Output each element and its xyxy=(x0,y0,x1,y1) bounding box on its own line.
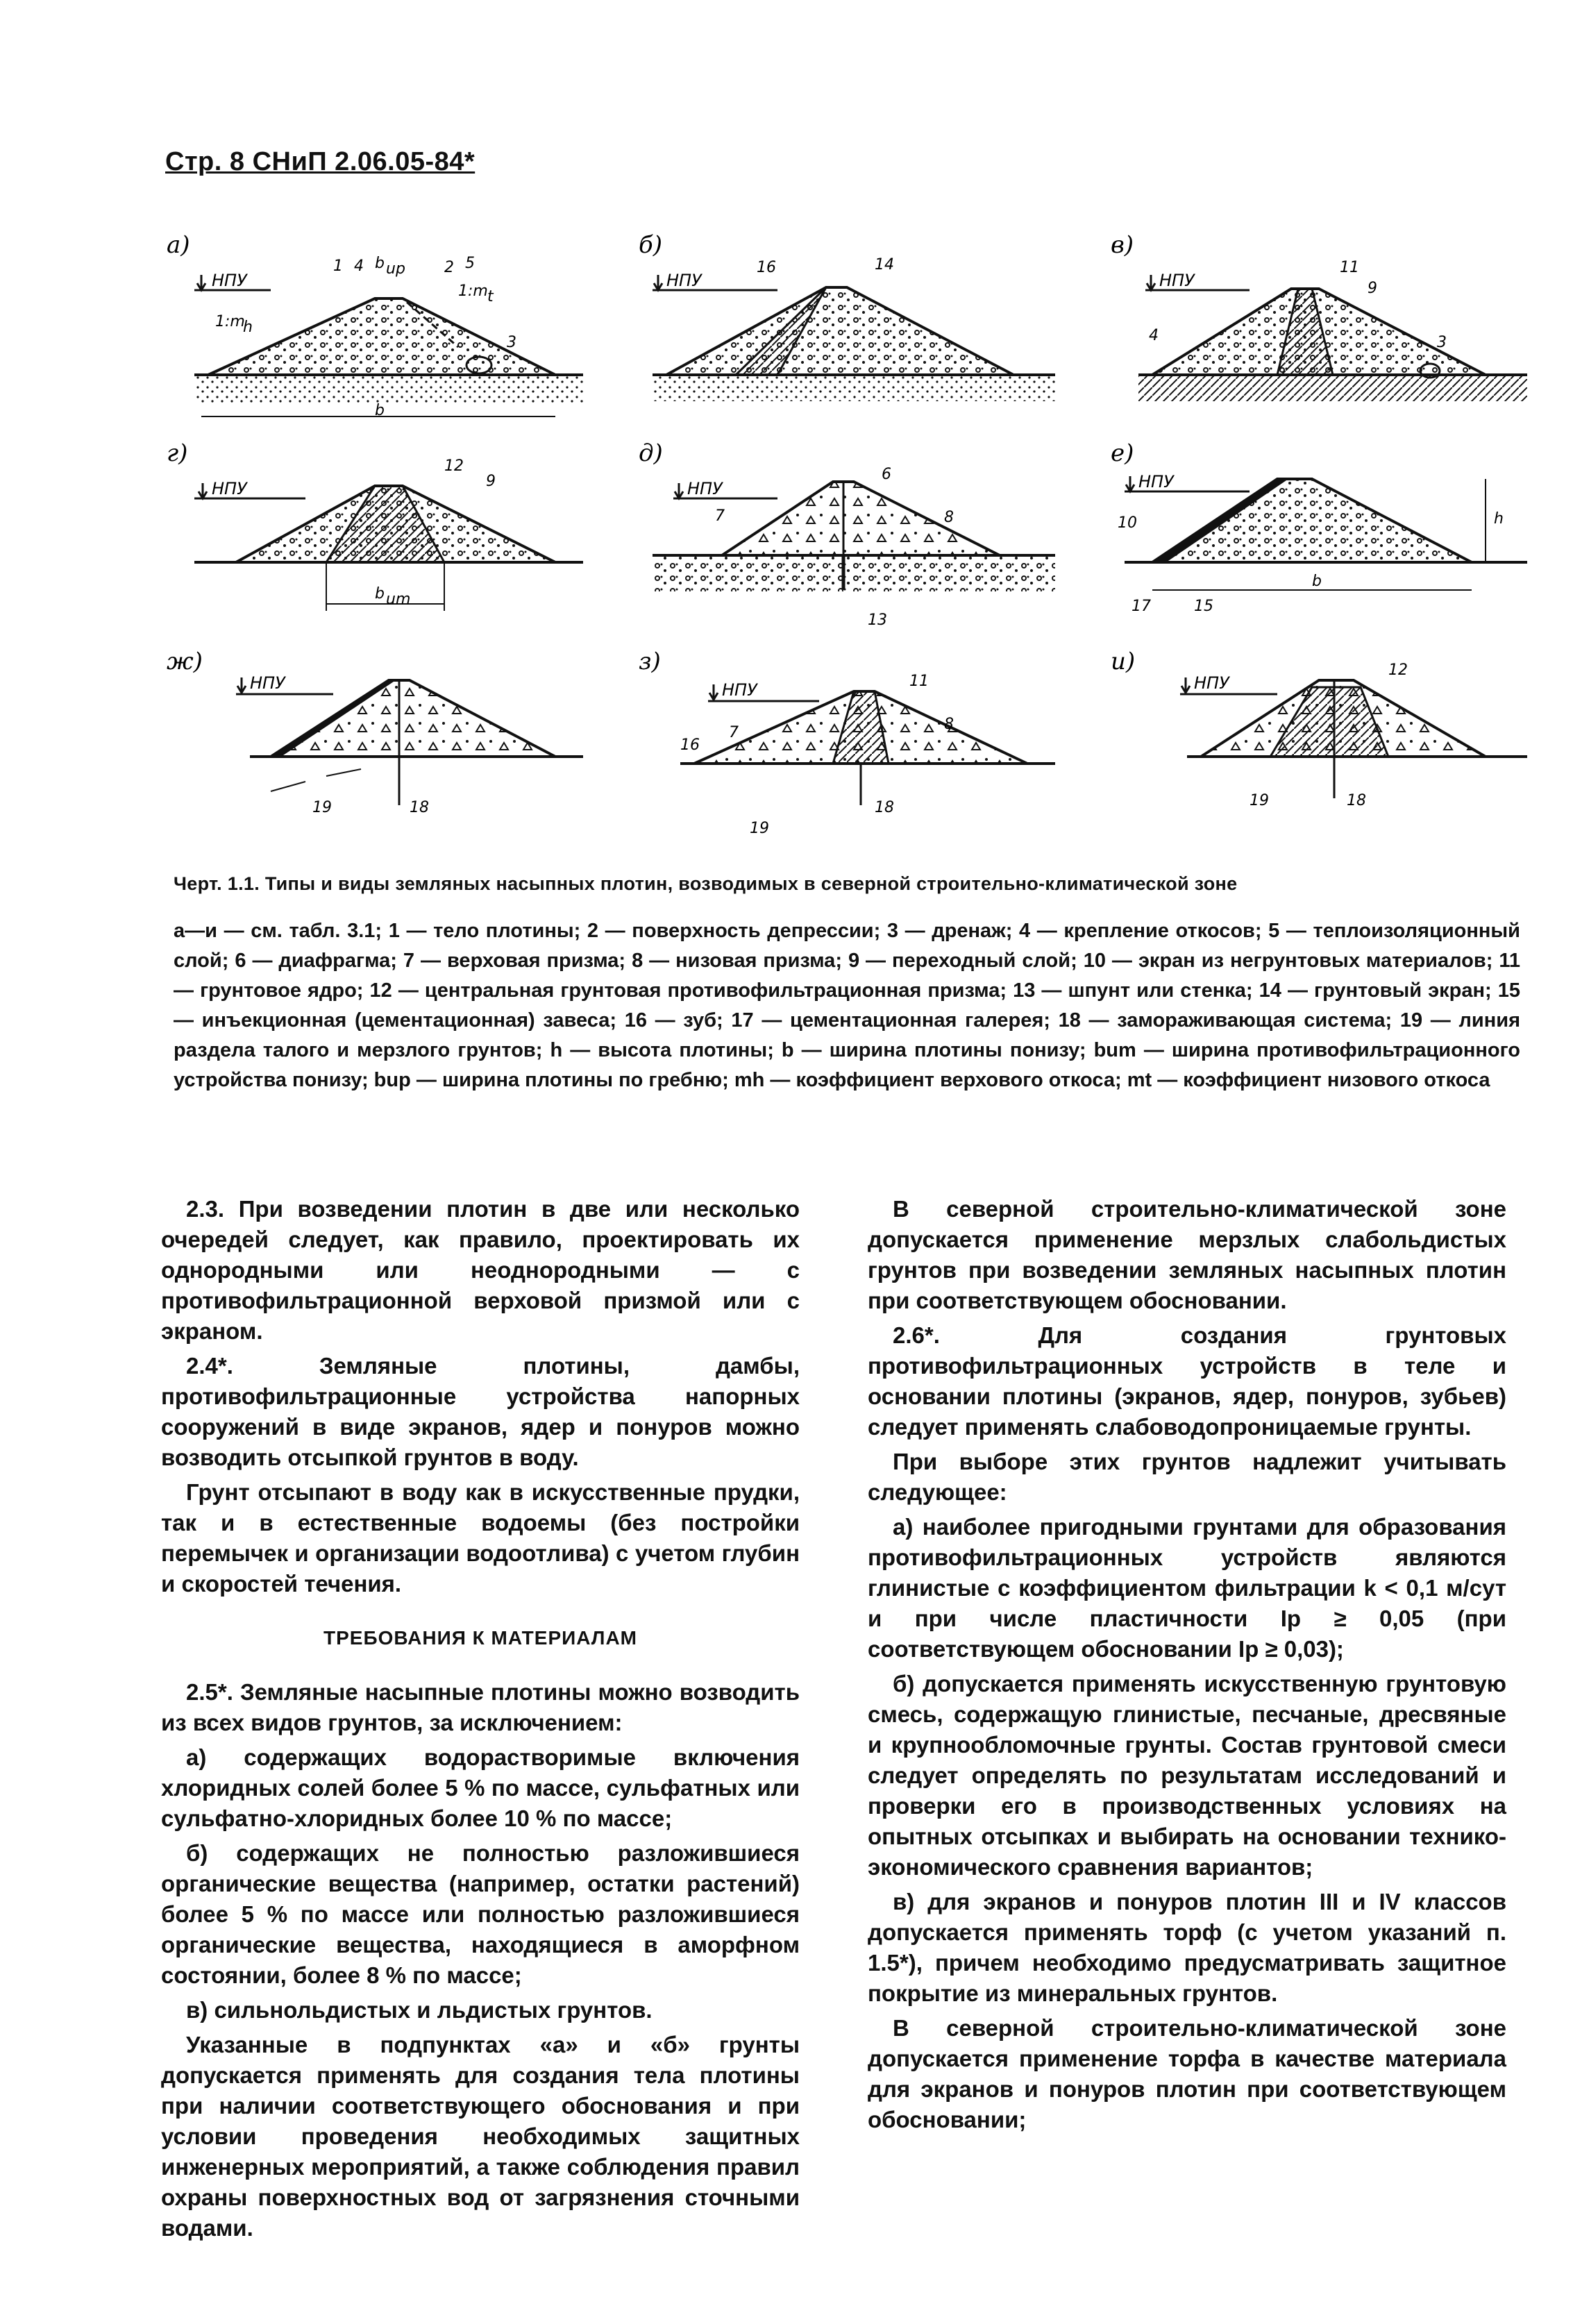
paragraph: В северной строительно-климатической зоне допускается применение мерзлых слабольдистых грунтов при возведении земляных насыпных плотин при соответствующем обосновании. xyxy=(868,1196,1506,1313)
num-14: 14 xyxy=(875,256,894,273)
num-11: 11 xyxy=(909,673,929,690)
num-18: 18 xyxy=(875,799,894,816)
num-2: 2 xyxy=(444,259,454,276)
num-10: 10 xyxy=(1118,514,1137,532)
paragraph: в) для экранов и понуров плотин III и IV классов допускается применять торф (с учетом указаний п. 1.5*), причем необходимо предусматривать защитное покрытие из минеральных грунтов. xyxy=(868,1889,1506,2006)
paragraph: б) содержащих не полностью разложившиеся органические вещества (например, остатки растений) более 5 % по массе или полностью разложившиеся органические вещества, находящиеся в аморфном состоянии, более 8 % по массе; xyxy=(161,1840,800,1988)
panel-g-label: г) xyxy=(167,439,188,467)
npu-label: НПУ xyxy=(722,680,757,700)
num-3: 3 xyxy=(1437,334,1447,351)
num-8: 8 xyxy=(944,509,954,526)
figure-legend xyxy=(174,916,1520,1095)
npu-label: НПУ xyxy=(250,673,285,693)
slope-down-sub: t xyxy=(487,288,494,305)
panel-e-label: е) xyxy=(1111,439,1134,467)
dim-b-up: b xyxy=(375,255,385,272)
paragraph: В северной строительно-климатической зоне допускается применение торфа в качестве материала для экранов и понуров плотин при соответствующем обосновании; xyxy=(868,2015,1506,2132)
num-1: 1 xyxy=(333,258,343,275)
num-6: 6 xyxy=(882,466,891,483)
panel-a xyxy=(167,229,597,423)
num-17: 17 xyxy=(1132,598,1151,615)
dim-b-um: b xyxy=(375,585,385,603)
legend-text: а—и — см. табл. 3.1; 1 — тело плотины; 2 — поверхность депрессии; 3 — дренаж; 4 — крепление откосов; 5 — теплоизоляционный слой; 6 — диафрагма; 7 — верховая призма; 8 — низовая призма; 9 — переходный слой; 10 — экран из негрунтовых материалов; 11 — грунтовое ядро; 12 — центральная грунтовая противофильтрационная призма; 13 — шпунт или стенка; 14 — грунтовый экран; 15 — инъекционная (цементационная) завеса; 16 — зуб; 17 — цементационная галерея; 18 — замораживающая система; 19 — линия раздела талого и мерзлого грунтов; h — высота плотины; b — ширина плотины понизу; bum — ширина противофильтрационного устройства понизу; bup — ширина плотины по гребню; mh — коэффициент верхового откоса; mt — коэффициент низового откоса xyxy=(174,920,1520,1091)
right-column xyxy=(868,1194,1506,2139)
paragraph: 2.4*. Земляные плотины, дамбы, противофильтрационные устройства напорных сооружений в виде экранов, ядер и понуров можно возводить отсыпкой грунтов в воду. xyxy=(161,1353,800,1470)
num-8: 8 xyxy=(944,716,954,733)
npu-label: НПУ xyxy=(212,271,247,290)
paragraph: 2.3. При возведении плотин в две или несколько очередей следует, как правило, проектировать их однородными или неоднородными — с противофильтрационной верховой призмой или с экраном. xyxy=(161,1196,800,1344)
num-4: 4 xyxy=(354,258,364,275)
paragraph: 2.5*. Земляные насыпные плотины можно возводить из всех видов грунтов, за исключением: xyxy=(161,1679,800,1735)
num-12: 12 xyxy=(1388,662,1408,679)
panel-g xyxy=(167,437,597,632)
figure-caption: Черт. 1.1. Типы и виды земляных насыпных плотин, возводимых в северной строительно-климатической зоне xyxy=(174,873,1238,894)
npu-label: НПУ xyxy=(1138,472,1174,491)
num-16: 16 xyxy=(757,259,776,276)
slope-up-sub: h xyxy=(243,319,253,336)
num-9: 9 xyxy=(1368,280,1377,297)
panel-d-label: д) xyxy=(639,439,663,467)
num-7: 7 xyxy=(729,724,739,741)
panel-d xyxy=(639,437,1069,632)
num-16: 16 xyxy=(680,736,700,754)
dim-b-up-sub: up xyxy=(386,260,405,278)
num-7: 7 xyxy=(715,507,725,525)
npu-label: НПУ xyxy=(666,271,702,290)
npu-label: НПУ xyxy=(1159,271,1195,290)
num-3: 3 xyxy=(507,334,516,351)
dim-b: b xyxy=(375,402,385,419)
left-column xyxy=(161,1194,800,2248)
num-12: 12 xyxy=(444,457,464,475)
num-13: 13 xyxy=(868,612,887,629)
panel-v xyxy=(1111,229,1541,423)
num-19: 19 xyxy=(1250,792,1269,809)
npu-label: НПУ xyxy=(687,479,723,498)
num-18: 18 xyxy=(410,799,429,816)
panel-b xyxy=(639,229,1069,423)
section-heading: ТРЕБОВАНИЯ К МАТЕРИАЛАМ xyxy=(323,1627,637,1649)
num-11: 11 xyxy=(1340,259,1359,276)
num-19: 19 xyxy=(750,820,769,837)
panel-z-label: з) xyxy=(639,648,661,675)
panel-i-label: и) xyxy=(1111,648,1136,675)
panel-e xyxy=(1111,437,1541,632)
paragraph: Указанные в подпунктах «а» и «б» грунты допускается применять для создания тела плотины при наличии соответствующего обоснования и при условии проведения необходимых защитных инженерных мероприятий, а также соблюдения правил охраны поверхностных вод от загрязнения сточными водами. xyxy=(161,2032,800,2241)
slope-down: 1:m xyxy=(458,283,488,300)
paragraph: в) сильнольдистых и льдистых грунтов. xyxy=(186,1997,653,2023)
panel-i xyxy=(1111,646,1541,840)
num-5: 5 xyxy=(465,255,475,272)
num-18: 18 xyxy=(1347,792,1366,809)
panel-zh-label: ж) xyxy=(167,648,203,675)
dim-b: b xyxy=(1312,573,1322,590)
paragraph: Грунт отсыпают в воду как в искусственные прудки, так и в естественные водоемы (без постройки перемычек и организации водоотлива) с учетом глубин и скоростей течения. xyxy=(161,1479,800,1597)
panel-a-label: а) xyxy=(167,231,190,259)
num-9: 9 xyxy=(486,473,496,490)
paragraph: б) допускается применять искусственную грунтовую смесь, содержащую глинистые, песчаные, дресвяные и крупнообломочные грунты. Состав грунтовой смеси следует определять по результатам исследований и проверки его в производственных условиях на опытных отсыпках и выбирать на основании технико-экономического сравнения вариантов; xyxy=(868,1671,1506,1880)
panel-zh xyxy=(167,646,597,840)
npu-label: НПУ xyxy=(1194,673,1229,693)
num-4: 4 xyxy=(1149,327,1159,344)
paragraph: При выборе этих грунтов надлежит учитывать следующее: xyxy=(868,1449,1506,1505)
paragraph: а) содержащих водорастворимые включения хлоридных солей более 5 % по массе, сульфатных или сульфатно-хлоридных более 10 % по массе; xyxy=(161,1744,800,1831)
dam-figure xyxy=(167,229,1527,854)
panel-b-label: б) xyxy=(639,231,663,259)
dim-b-um-sub: um xyxy=(386,591,411,608)
panel-z xyxy=(639,646,1069,840)
num-15: 15 xyxy=(1194,598,1213,615)
num-19: 19 xyxy=(312,799,332,816)
panel-v-label: в) xyxy=(1111,231,1134,259)
paragraph: 2.6*. Для создания грунтовых противофильтрационных устройств в теле и основании плотины (экранов, ядер, понуров, зубьев) следует применять слабоводопроницаемые грунты. xyxy=(868,1322,1506,1440)
slope-up: 1:m xyxy=(215,313,245,330)
paragraph: а) наиболее пригодными грунтами для образования противофильтрационных устройств являются глинистые с коэффициентом фильтрации k < 0,1 м/сут и при числе пластичности Ip ≥ 0,05 (при соответствующем обосновании Ip ≥ 0,03); xyxy=(868,1514,1506,1662)
page-header: Стр. 8 СНиП 2.06.05-84* xyxy=(165,147,476,176)
npu-label: НПУ xyxy=(212,479,247,498)
dim-h: h xyxy=(1494,510,1504,528)
